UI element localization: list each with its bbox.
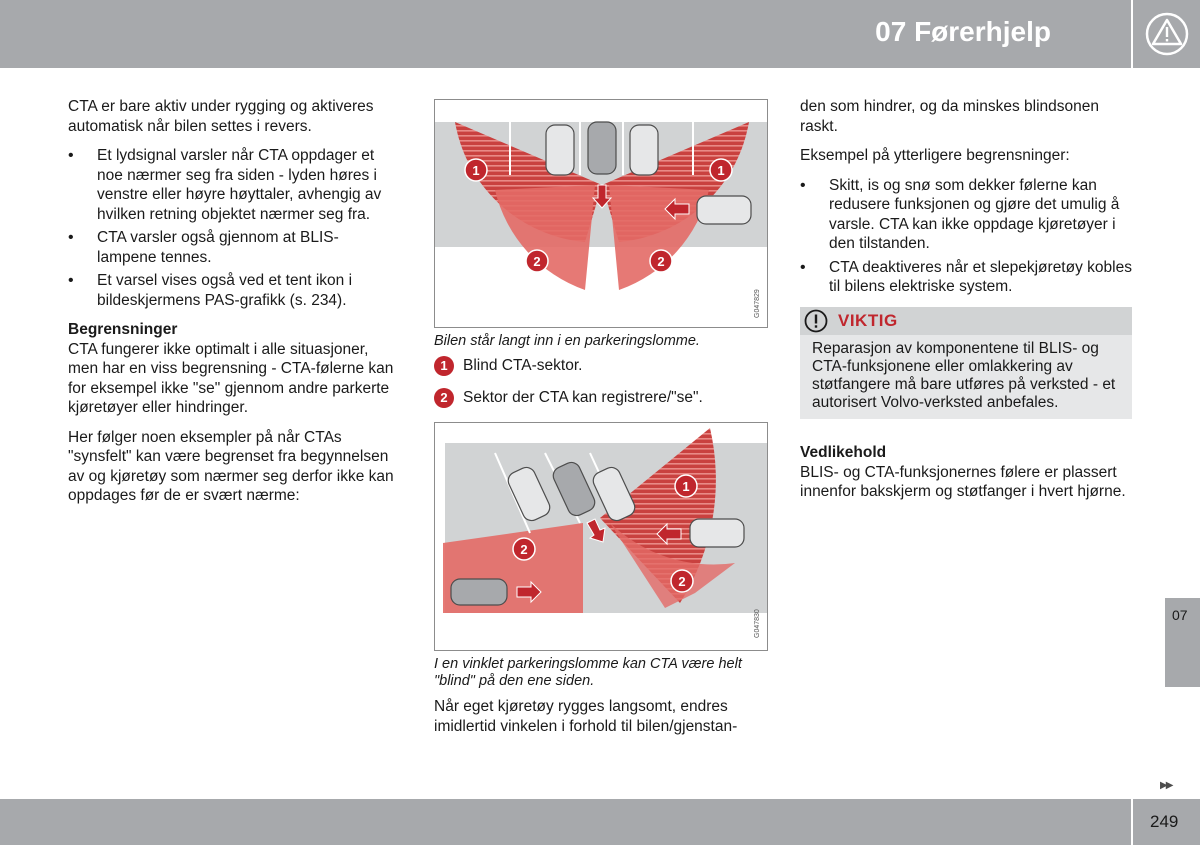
middle-paragraph: Når eget kjøretøy rygges langsomt, endres imidlertid vinkelen i forhold til bilen/gjenstan-: [434, 698, 738, 735]
list-item: • Et lydsignal varsler når CTA oppdager et noe nærmer seg fra siden - lyden høres i venstre eller høyre høyttaler, avhengig av hvilken retning objektet nærmer seg fra.: [68, 146, 394, 224]
maintenance-heading: Vedlikehold: [800, 444, 887, 461]
number-badge: 1: [434, 356, 454, 376]
svg-text:2: 2: [678, 574, 686, 589]
header-bar: [0, 0, 1131, 68]
list-item: • CTA varsler også gjennom at BLIS-lampene tennes.: [68, 228, 394, 267]
footer-bar: [0, 799, 1131, 845]
maintenance-section: [800, 437, 1132, 512]
legend-text: Blind CTA-sektor.: [463, 357, 583, 375]
figure-code: G047829: [754, 289, 761, 318]
svg-text:2: 2: [657, 254, 665, 269]
chapter-title: 07 Førerhjelp: [875, 16, 1051, 47]
left-column: [68, 97, 394, 516]
right-column: [800, 97, 1132, 307]
warning-box: [1133, 0, 1200, 68]
examples-paragraph: Her følger noen eksempler på når CTAs "synsfelt" kan være begrenset fra begynnelsen av og kjøretøy som nærmer seg derfor ikke kan oppdages før de er svært nærme:: [68, 428, 394, 504]
svg-text:1: 1: [472, 163, 480, 178]
figure1-caption: Bilen står langt inn i en parkeringslomme.: [434, 333, 700, 349]
page-number-box: [1133, 799, 1200, 845]
chapter-tab: [1165, 598, 1200, 687]
number-badge: 2: [434, 388, 454, 408]
important-notice: [800, 307, 1132, 419]
list-item: • Skitt, is og snø som dekker følerne kan redusere funksjonen og gjøre det umulig å varsle. CTA kan ikke oppdage kjøretøyer i den tilstanden.: [800, 176, 1132, 254]
legend-item-2: [434, 388, 703, 408]
important-title: VIKTIG: [838, 311, 898, 331]
legend-text: Sektor der CTA kan registrere/"se".: [463, 389, 703, 407]
limitations-paragraph: CTA fungerer ikke optimalt i alle situasjoner, men har en viss begrensning - CTA-følerne kan for eksempel ikke "se" gjennom andre parkerte kjøretøyer eller hindringer.: [68, 340, 394, 416]
limitations-bullets: [800, 176, 1132, 297]
straight-parking-illustration: [435, 100, 768, 328]
page-number: 249: [1150, 812, 1179, 831]
maintenance-paragraph: BLIS- og CTA-funksjonernes følere er plassert innenfor bakskjerm og støtfanger i hvert hjørne.: [800, 463, 1126, 500]
cta-bullets: [68, 146, 394, 310]
chapter-tab-label: 07: [1172, 607, 1188, 623]
svg-text:1: 1: [717, 163, 725, 178]
parking-figure-angled: [434, 422, 768, 651]
limitations-heading: Begrensninger: [68, 321, 178, 338]
warning-triangle-icon: [1145, 12, 1189, 56]
figure2-caption: I en vinklet parkeringslomme kan CTA være helt "blind" på den ene siden.: [434, 656, 742, 689]
parking-figure-straight: [434, 99, 768, 328]
svg-text:1: 1: [682, 479, 690, 494]
figure-code: G047830: [754, 609, 761, 638]
svg-text:2: 2: [533, 254, 541, 269]
list-item: • CTA deaktiveres når et slepekjøretøy kobles til bilens elektriske system.: [800, 258, 1132, 297]
intro-paragraph: CTA er bare aktiv under rygging og aktiveres automatisk når bilen settes i revers.: [68, 98, 374, 135]
important-header: [800, 307, 1132, 335]
next-page-icon: ▶▶: [1160, 780, 1172, 791]
important-body: Reparasjon av komponentene til BLIS- og CTA-funksjonene eller omlakkering av støtfangere må bare utføres på verksted - et autorisert Volvo-verksted anbefales.: [812, 340, 1116, 411]
continuation-paragraph: den som hindrer, og da minskes blindsonen raskt.: [800, 98, 1099, 135]
legend-item-1: [434, 356, 582, 376]
examples-intro: Eksempel på ytterligere begrensninger:: [800, 147, 1070, 164]
angled-parking-illustration: [435, 423, 768, 651]
exclamation-icon: [804, 309, 828, 333]
svg-text:2: 2: [520, 542, 528, 557]
list-item: • Et varsel vises også ved et tent ikon i bildeskjermens PAS-grafikk (s. 234).: [68, 271, 394, 310]
